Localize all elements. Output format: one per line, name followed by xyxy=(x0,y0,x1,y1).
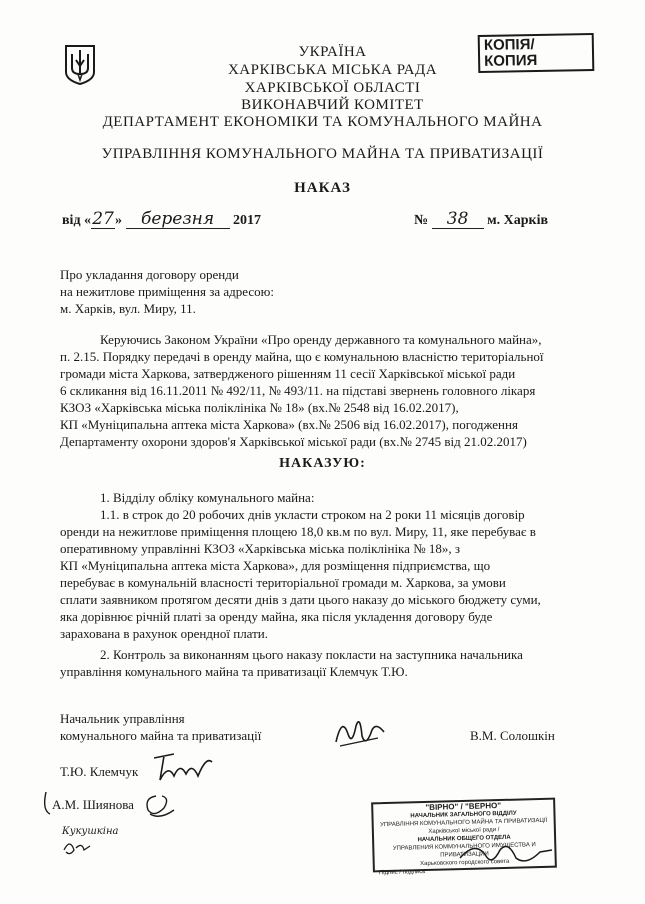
preamble-line: громади міста Харкова, затвердженого рішенням 11 сесії Харківської міської ради xyxy=(60,366,516,381)
item1-1-line: сплати заявником протягом десяти днів з дати цього наказу до міського бюджету суми, xyxy=(60,592,541,607)
verno-line: НАЧАЛЬНИК ОБЩЕГО ОТДЕЛА xyxy=(417,834,511,844)
order-number: 38 xyxy=(432,211,484,229)
date-prefix: від « xyxy=(62,213,92,228)
item1-1-line: 1.1. в строк до 20 робочих днів укласти строком на 2 роки 11 місяців договір xyxy=(100,507,525,522)
verno-line: Харьковского городского совета xyxy=(420,858,510,868)
item1-1-paragraph xyxy=(60,506,580,642)
city: м. Харків xyxy=(487,213,549,228)
signatory-name: В.М. Солошкін xyxy=(470,728,555,743)
number-prefix: № xyxy=(414,213,429,228)
header-executive-committee: ВИКОНАВЧИЙ КОМІТЕТ xyxy=(241,97,424,113)
item1-title: 1. Відділу обліку комунального майна: xyxy=(100,490,315,505)
verno-line: Харківської міської ради / xyxy=(428,827,500,835)
verno-line: Підпис / подпись xyxy=(378,869,426,877)
subject-line: на нежитлове приміщення за адресою: xyxy=(60,284,274,299)
item1-1-line: перебуває в комунальній власності територіальної громади м. Харкова, за умови xyxy=(60,575,506,590)
item2-line: управління комунального майна та приватизації Клемчук Т.Ю. xyxy=(60,664,408,679)
copy-stamp-line2: КОПИЯ xyxy=(483,51,538,70)
item2-paragraph xyxy=(60,646,580,680)
preamble-paragraph xyxy=(60,331,580,450)
date-month: березня xyxy=(126,211,230,229)
header-department: ДЕПАРТАМЕНТ ЕКОНОМІКИ ТА КОМУНАЛЬНОГО МАЙНА xyxy=(102,114,543,130)
header-region: ХАРКІВСЬКОЇ ОБЛАСТІ xyxy=(244,80,421,96)
position-line: комунального майна та приватизації xyxy=(60,728,262,743)
date-line xyxy=(62,211,261,229)
director-signature xyxy=(332,712,388,752)
signatory-position xyxy=(60,710,261,744)
copy-stamp-line1: КОПІЯ/ xyxy=(483,36,535,54)
approval-shyianova: А.М. Шиянова xyxy=(52,797,134,812)
subject-line: м. Харків, вул. Миру, 11. xyxy=(60,301,196,316)
approval-signature xyxy=(150,750,220,786)
preamble-line: Керуючись Законом України «Про оренду державного та комунального майна», xyxy=(100,332,542,347)
subject-line: Про укладання договору оренди xyxy=(60,267,239,282)
verno-line: УПРАВЛЕНИЯ КОММУНАЛЬНОГО ИМУЩЕСТВА И ПРИВАТИЗАЦИИ xyxy=(392,842,536,859)
item1-1-line: яка дорівнює річній платі за оренду майна, яка після укладення договору буде xyxy=(60,609,493,624)
position-line: Начальник управління xyxy=(60,711,185,726)
date-mid: » xyxy=(115,213,123,228)
item1-1-line: зарахована в рахунок орендної плати. xyxy=(60,626,269,641)
preamble-line: КП «Муніципальна аптека міста Харкова» (вх.№ 2506 від 16.02.2017), погодження xyxy=(60,417,518,432)
order-heading: НАКАЗУЮ: xyxy=(279,456,366,471)
item1-1-line: оренди на нежитлове приміщення площею 18,0 кв.м по вул. Миру, 11, яке перебуває в xyxy=(60,524,536,539)
header-city-council: ХАРКІВСЬКА МІСЬКА РАДА xyxy=(227,62,438,78)
approval-klemchuk: Т.Ю. Клемчук xyxy=(60,764,139,779)
item2-line: 2. Контроль за виконанням цього наказу покласти на заступника начальника xyxy=(100,647,523,662)
date-year: 2017 xyxy=(233,213,262,228)
preamble-line: Департаменту охорони здоров'я Харківської міської ради (вх.№ 2745 від 21.02.2017) xyxy=(60,434,527,449)
verno-title: "ВІРНО" / "ВЕРНО" xyxy=(425,801,502,812)
verno-signature xyxy=(456,836,556,868)
document-type-title: НАКАЗ xyxy=(294,180,351,196)
item1-1-line: оперативному управлінні КЗОЗ «Харківська міська поліклініка № 18», з xyxy=(60,541,460,556)
approval-signature xyxy=(40,788,180,822)
preamble-line: 6 скликання від 16.11.2011 № 492/11, № 493/11. на підставі звернень головного лікаря xyxy=(60,383,536,398)
preamble-line: п. 2.15. Порядку передачі в оренду майна, що є комунальною власністю територіальної xyxy=(60,349,544,364)
verno-line: НАЧАЛЬНИК ЗАГАЛЬНОГО ВІДДІЛУ xyxy=(410,810,517,820)
header-directorate: УПРАВЛІННЯ КОМУНАЛЬНОГО МАЙНА ТА ПРИВАТИЗАЦІЇ xyxy=(101,146,544,162)
preamble-line: КЗОЗ «Харківська міська поліклініка № 18» (вх.№ 2548 від 16.02.2017), xyxy=(60,400,459,415)
number-line xyxy=(414,211,548,229)
verno-line: УПРАВЛІННЯ КОМУНАЛЬНОГО МАЙНА ТА ПРИВАТИЗАЦІЇ xyxy=(380,817,548,829)
executor-name: Кукушкіна xyxy=(62,826,119,837)
executor-signature xyxy=(60,836,96,858)
item1-1-line: КП «Муніципальна аптека міста Харкова», для розміщення підприємства, що xyxy=(60,558,491,573)
date-day: 27 xyxy=(92,209,114,229)
header-country: УКРАЇНА xyxy=(298,44,367,60)
subject-block xyxy=(60,266,274,317)
